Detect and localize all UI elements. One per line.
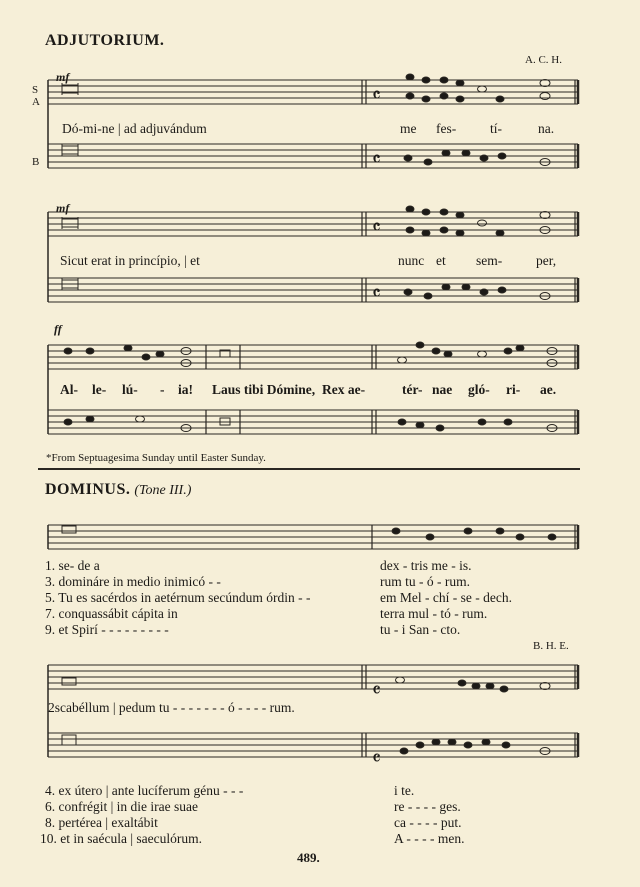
lyric-syllable: ri- xyxy=(506,382,521,397)
lyric-syllable: gló- xyxy=(468,382,490,397)
lyric-syllable: sem- xyxy=(476,253,503,268)
svg-text:𝄴: 𝄴 xyxy=(372,680,381,702)
lyric-syllable: tí- xyxy=(490,121,502,136)
verse-left: 5. Tu es sacérdos in aetérnum secúndum órdin - - xyxy=(45,590,311,605)
lyric-line: Dó-mi-ne | ad adjuvándum xyxy=(62,121,207,136)
lyric-syllable: Al- xyxy=(60,382,78,397)
verse-left: 7. conquassábit cápita in xyxy=(45,606,178,621)
verse-left: 10. et in saécula | saeculórum. xyxy=(40,831,203,846)
lyric-line: Sicut erat in princípio, | et xyxy=(60,253,200,268)
staff-bass xyxy=(48,733,578,757)
lyric-syllable: lú- xyxy=(122,382,138,397)
lyric-syllable: et xyxy=(436,253,446,268)
dynamic-marking: ff xyxy=(54,322,62,336)
footnote: *From Septuagesima Sunday until Easter Sunday. xyxy=(46,452,266,464)
voice-label-a: A xyxy=(32,96,40,108)
verse-left: 3. domináre in medio inimicó - - xyxy=(45,574,221,589)
verse-left: 1. se- de a xyxy=(45,558,100,573)
svg-text:𝄴: 𝄴 xyxy=(372,149,381,171)
verse-right: i te. xyxy=(394,783,415,798)
lyric-line: Laus tibi Dómine, xyxy=(212,382,316,397)
composer-credit: A. C. H. xyxy=(525,54,562,66)
svg-text:𝄴: 𝄴 xyxy=(372,283,381,305)
verse-left: 8. pertérea | exaltábit xyxy=(45,815,158,830)
verse-right: re - - - - ges. xyxy=(394,799,461,814)
verse-left: 4. ex útero | ante lucíferum génu - - - xyxy=(45,783,244,798)
verse-right: rum tu - ó - rum. xyxy=(380,574,470,589)
section-heading xyxy=(45,481,191,499)
verse-right: ca - - - - put. xyxy=(394,815,462,830)
lyric-syllable: na. xyxy=(538,121,555,136)
svg-text:𝄴: 𝄴 xyxy=(372,217,381,239)
lyric-syllable: tér- xyxy=(402,382,423,397)
staff-bass xyxy=(48,410,578,434)
verse-right: dex - tris me - is. xyxy=(380,558,472,573)
verse-right: tu - i San - cto. xyxy=(380,622,461,637)
lyric-syllable: fes- xyxy=(436,121,457,136)
lyric-syllable: - xyxy=(160,382,165,397)
verse-right: terra mul - tó - rum. xyxy=(380,606,488,621)
verse-right: A - - - - men. xyxy=(394,831,465,846)
section-title-adjutorium: ADJUTORIUM. xyxy=(45,32,165,49)
dynamic-marking: mf xyxy=(56,70,70,84)
lyric-syllable: me xyxy=(400,121,417,136)
staff-treble xyxy=(48,665,578,689)
lyric-syllable: nae xyxy=(432,382,453,397)
section-title-dominus: DOMINUS. xyxy=(45,481,131,498)
svg-text:𝄴: 𝄴 xyxy=(372,85,381,107)
lyric-syllable: per, xyxy=(536,253,557,268)
lyric-line: 2scabéllum | pedum tu - - - - - - - ó - - - - rum. xyxy=(48,700,295,715)
voice-label-b: B xyxy=(32,156,40,168)
lyric-syllable: Rex ae- xyxy=(322,382,366,397)
dynamic-marking: mf xyxy=(56,201,70,215)
tone-label: (Tone III.) xyxy=(134,483,192,498)
verse-left: 9. et Spirí - - - - - - - - - xyxy=(45,622,169,637)
lyric-syllable: ia! xyxy=(178,382,193,397)
section-divider xyxy=(38,468,580,470)
composer-credit: B. H. E. xyxy=(533,640,569,652)
lyric-syllable: ae. xyxy=(540,382,557,397)
page-number: 489. xyxy=(297,850,320,865)
voice-label-s: S xyxy=(32,84,39,96)
lyric-syllable: nunc xyxy=(398,253,425,268)
verse-left: 6. confrégit | in die irae suae xyxy=(45,799,199,814)
verse-right: em Mel - chí - se - dech. xyxy=(380,590,512,605)
lyric-syllable: le- xyxy=(92,382,107,397)
svg-text:𝄴: 𝄴 xyxy=(372,748,381,770)
